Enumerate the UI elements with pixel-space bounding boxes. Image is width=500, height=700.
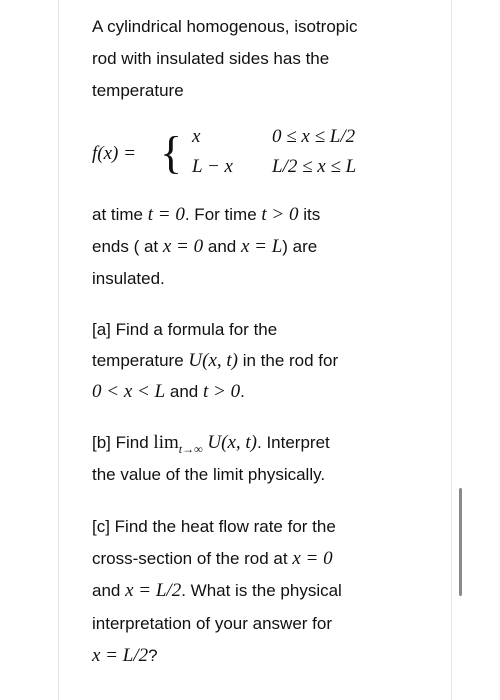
text-span: . Interpret — [257, 433, 330, 452]
intro-line-3: temperature — [92, 81, 184, 100]
math-span: x = L/2 — [125, 580, 182, 601]
math-span: x = 0 — [162, 236, 204, 257]
piecewise-function — [92, 126, 412, 186]
brace-symbol: { — [160, 127, 183, 178]
limit-operator: lim — [153, 432, 179, 453]
vertical-scrollbar[interactable] — [459, 488, 462, 596]
text-span: . For time — [184, 205, 262, 224]
math-span: x = L/2 — [92, 645, 149, 666]
text-span: and — [165, 382, 203, 401]
text-span: temperature — [92, 351, 189, 370]
text-span: and — [203, 237, 241, 256]
math-span: U(x, t) — [188, 350, 238, 371]
text-span: ends ( at — [92, 237, 163, 256]
text-span: and — [92, 581, 126, 600]
math-span: x = L — [240, 236, 283, 257]
part-a-line-3 — [92, 381, 245, 403]
case-1-condition: 0 ≤ x ≤ L/2 — [272, 126, 356, 147]
part-a-line-1: [a] Find a formula for the — [92, 320, 278, 339]
math-span: U(x, t) — [202, 432, 257, 453]
part-b-line-2: the value of the limit physically. — [92, 465, 326, 484]
text-span: at time — [92, 205, 148, 224]
after-line-1 — [92, 204, 320, 226]
limit-subscript: t→∞ — [178, 442, 203, 456]
math-span: 0 < x < L — [92, 381, 166, 402]
text-span: ? — [148, 646, 158, 665]
part-c-line-4: interpretation of your answer for — [92, 614, 333, 633]
case-2-condition: L/2 ≤ x ≤ L — [272, 156, 357, 177]
case-2-expression: L − x — [192, 156, 233, 177]
text-span: in the rod for — [237, 351, 339, 370]
case-1-expression: x — [192, 126, 201, 147]
part-c-line-2 — [92, 548, 333, 570]
math-span: t > 0 — [202, 381, 241, 402]
intro-line-2: rod with insulated sides has the — [92, 49, 330, 68]
intro-line-1: A cylindrical homogenous, isotropic — [92, 17, 358, 36]
part-b-line-1 — [92, 432, 330, 455]
text-span: . — [240, 382, 245, 401]
part-c-line-1: [c] Find the heat flow rate for the — [92, 517, 336, 536]
after-line-2 — [92, 236, 317, 258]
after-line-3: insulated. — [92, 269, 165, 288]
math-span: x = 0 — [292, 548, 333, 569]
part-a-line-2 — [92, 350, 338, 372]
part-c-line-3 — [92, 580, 342, 602]
text-span: cross-section of the rod at — [92, 549, 293, 568]
text-span: its — [298, 205, 321, 224]
text-span: ) are — [282, 237, 318, 256]
text-span: . What is the physical — [181, 581, 342, 600]
function-lhs: f(x) = — [92, 143, 136, 164]
part-c-line-5 — [92, 645, 158, 667]
text-span: [b] Find — [92, 433, 154, 452]
math-span: t = 0 — [147, 204, 185, 225]
math-span: t > 0 — [261, 204, 299, 225]
